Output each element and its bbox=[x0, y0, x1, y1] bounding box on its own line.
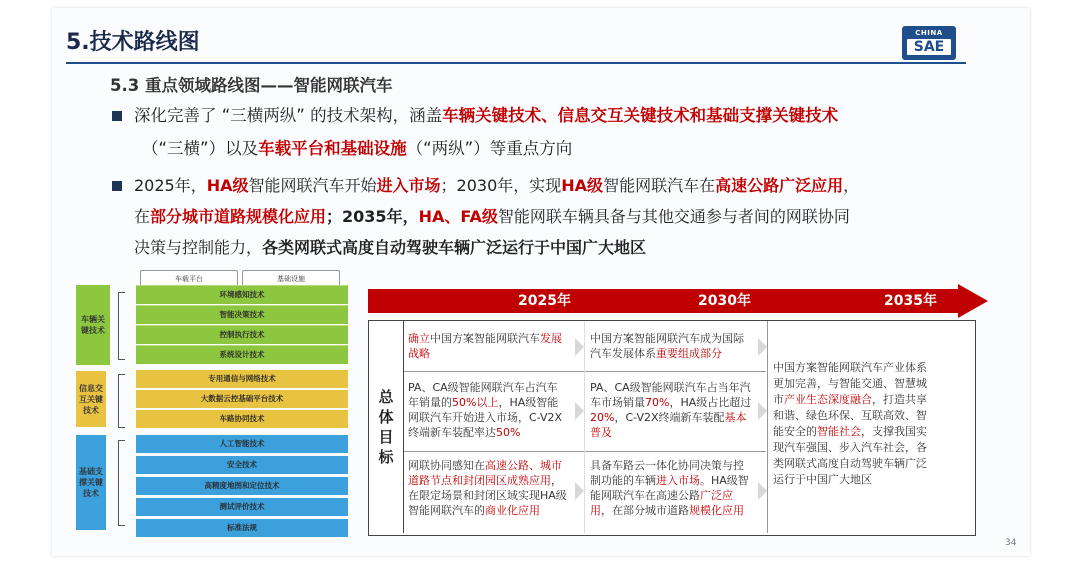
text: ，HA级智能网联汽车开始进入市场，C-V2X终端新车装配率达 bbox=[408, 396, 563, 439]
highlight-text: 商业化应用 bbox=[485, 504, 540, 517]
group-label-vehicle: 车辆关键技术 bbox=[76, 285, 110, 365]
text: 深化完善了 “三横两纵” 的技术架构，涵盖 bbox=[134, 106, 443, 125]
text: ， bbox=[843, 176, 860, 195]
page-number: 34 bbox=[1005, 538, 1017, 548]
paragraph-1-line-1 bbox=[134, 101, 838, 131]
chevron-right-icon bbox=[758, 338, 767, 356]
tech-bar: 系统设计技术 bbox=[136, 345, 348, 364]
goal-cell-2025-r1 bbox=[408, 331, 568, 361]
highlight-text: HA级 bbox=[561, 176, 604, 195]
highlight-text: HA级 bbox=[206, 176, 249, 195]
text: ，支撑我国实现汽车强国、步入汽车社会，各类网联式高度自动驾驶车辆广泛运行于中国广大地区 bbox=[773, 425, 927, 486]
goal-cell-2025-r3 bbox=[408, 458, 568, 518]
chevron-right-icon bbox=[575, 482, 584, 500]
text: ，打造共享和谐、绿色环保、互联高效、智能安全的 bbox=[773, 393, 927, 438]
year-label: 2030年 bbox=[698, 293, 751, 309]
text: 决策与控制能力， bbox=[134, 238, 263, 257]
goal-cell-2030-r1 bbox=[590, 331, 752, 361]
tech-bar: 环境感知技术 bbox=[136, 285, 348, 304]
group-label-info: 信息交互关键技术 bbox=[76, 371, 106, 427]
tech-bar: 控制执行技术 bbox=[136, 325, 348, 344]
paragraph-2-line-3 bbox=[134, 233, 646, 263]
highlight-text: 50%以上 bbox=[452, 396, 499, 409]
group-brace bbox=[118, 440, 125, 526]
paragraph-2-line-2 bbox=[134, 202, 850, 232]
tech-bar: 测试评价技术 bbox=[136, 498, 348, 516]
row-divider bbox=[404, 451, 766, 452]
highlight-text: 重要组成部分 bbox=[656, 347, 722, 360]
highlight-text: 发展战略 bbox=[408, 332, 562, 360]
year-label: 2035年 bbox=[884, 293, 937, 309]
title-divider bbox=[66, 62, 966, 64]
top-label-infrastructure: 基础设施 bbox=[242, 270, 340, 288]
highlight-text: 进入市场 bbox=[376, 176, 441, 195]
row-header-text: 总体目标 bbox=[378, 388, 394, 466]
text: 智能网联汽车在 bbox=[603, 176, 716, 195]
tech-bar: 安全技术 bbox=[136, 456, 348, 474]
bullet-square-icon bbox=[112, 111, 122, 121]
text: 确立 bbox=[408, 332, 430, 345]
text: 中国方案智能网联汽车成为国际汽车发展体系 bbox=[590, 332, 744, 360]
highlight-text: 高速公路广泛应用 bbox=[715, 176, 844, 195]
paragraph-1-line-2 bbox=[142, 134, 572, 164]
goal-cell-2035 bbox=[773, 360, 933, 488]
row-header-overall-goals bbox=[369, 321, 404, 533]
chevron-right-icon bbox=[575, 338, 584, 356]
page-title: 5.技术路线图 bbox=[66, 30, 200, 55]
paragraph-2-line-1 bbox=[134, 171, 859, 201]
chevron-right-icon bbox=[758, 402, 767, 420]
goal-cell-2030-r3 bbox=[590, 458, 752, 518]
bullet-square-icon bbox=[112, 181, 122, 191]
text: 智能网联车辆具备与其他交通参与者间的网联协同 bbox=[497, 207, 850, 226]
chevron-right-icon bbox=[575, 402, 584, 420]
text: 具备车路云一体化协同决策与控制功能的车辆 bbox=[590, 459, 744, 487]
row-divider bbox=[404, 371, 766, 372]
highlight-text: 50% bbox=[496, 426, 521, 439]
highlight-text: 20% bbox=[590, 411, 615, 424]
highlight-text: 高速公路、城市道路节点和封闭园区成熟应用 bbox=[408, 459, 562, 487]
text: （“三横”）以及 bbox=[142, 139, 259, 158]
highlight-text: 产业生态深度融合 bbox=[784, 393, 872, 406]
highlight-text: 车辆关键技术、信息交互关键技术和基础支撑关键技术 bbox=[442, 106, 839, 125]
text: 网联协同感知在 bbox=[408, 459, 485, 472]
logo-top-text: CHINA bbox=[915, 29, 943, 37]
column-divider bbox=[767, 321, 768, 533]
top-label-vehicle-platform: 车载平台 bbox=[140, 270, 238, 288]
column-divider bbox=[584, 321, 585, 533]
highlight-text: 基本普及 bbox=[590, 411, 747, 439]
text: 智能网联汽车开始 bbox=[248, 176, 377, 195]
chevron-right-icon bbox=[758, 482, 767, 500]
timeline-arrow bbox=[368, 289, 960, 313]
logo-bottom-text: SAE bbox=[907, 39, 951, 55]
text: 中国方案智能网联汽车 bbox=[430, 332, 540, 345]
group-label-support: 基础支撑关键技术 bbox=[76, 435, 106, 530]
tech-bar: 智能决策技术 bbox=[136, 305, 348, 324]
text: ；2035年， bbox=[326, 207, 419, 226]
section-subtitle: 5.3 重点领域路线图——智能网联汽车 bbox=[110, 76, 393, 95]
tech-bar: 专用通信与网络技术 bbox=[136, 370, 348, 388]
text: （“两纵”）等重点方向 bbox=[406, 139, 573, 158]
highlight-text: HA、FA级 bbox=[418, 207, 498, 226]
text: 在 bbox=[134, 207, 151, 226]
text: 中国方案智能网联汽车产业体系更加完善，与智能交通、智慧城市 bbox=[773, 361, 927, 406]
highlight-text: 部分城市道路规模化应用 bbox=[150, 207, 327, 226]
highlight-text: 智能社会 bbox=[817, 425, 861, 438]
tech-bar: 标准法规 bbox=[136, 519, 348, 537]
highlight-text: 进入市场 bbox=[656, 474, 700, 487]
tech-bar: 车路协同技术 bbox=[136, 410, 348, 428]
highlight-text: 70% bbox=[645, 396, 670, 409]
text: PA、CA级智能网联汽车占当年汽车市场销量 bbox=[590, 381, 751, 409]
highlight-text: 规模化应用 bbox=[689, 504, 744, 517]
text: ，HA级占比超过 bbox=[669, 396, 752, 409]
goal-cell-2025-r2 bbox=[408, 380, 568, 440]
text: PA、CA级智能网联汽车占汽车年销量的 bbox=[408, 381, 558, 409]
highlight-text: 车载平台和基础设施 bbox=[258, 139, 407, 158]
highlight-text: 各类网联式高度自动驾驶车辆广泛运行于中国广大地区 bbox=[262, 238, 647, 257]
tech-bar: 大数据云控基础平台技术 bbox=[136, 390, 348, 408]
goal-cell-2030-r2 bbox=[590, 380, 752, 440]
text: ，C-V2X终端新车装配 bbox=[614, 411, 725, 424]
highlight-text: 广泛应用 bbox=[590, 489, 733, 517]
tech-bar: 人工智能技术 bbox=[136, 435, 348, 453]
group-brace bbox=[118, 292, 125, 360]
text: ；2030年，实现 bbox=[440, 176, 562, 195]
text: 。HA级智能网联汽车在高速公路 bbox=[590, 474, 749, 502]
china-sae-logo bbox=[902, 26, 956, 60]
text: ，在限定场景和封闭区域实现HA级智能网联汽车的 bbox=[408, 474, 567, 517]
group-brace bbox=[118, 374, 125, 428]
text: ，在部分城市道路 bbox=[601, 504, 689, 517]
text: 2025年， bbox=[134, 176, 207, 195]
tech-bar: 高精度地图和定位技术 bbox=[136, 477, 348, 495]
year-label: 2025年 bbox=[518, 293, 571, 309]
arrow-head-icon bbox=[958, 284, 988, 318]
